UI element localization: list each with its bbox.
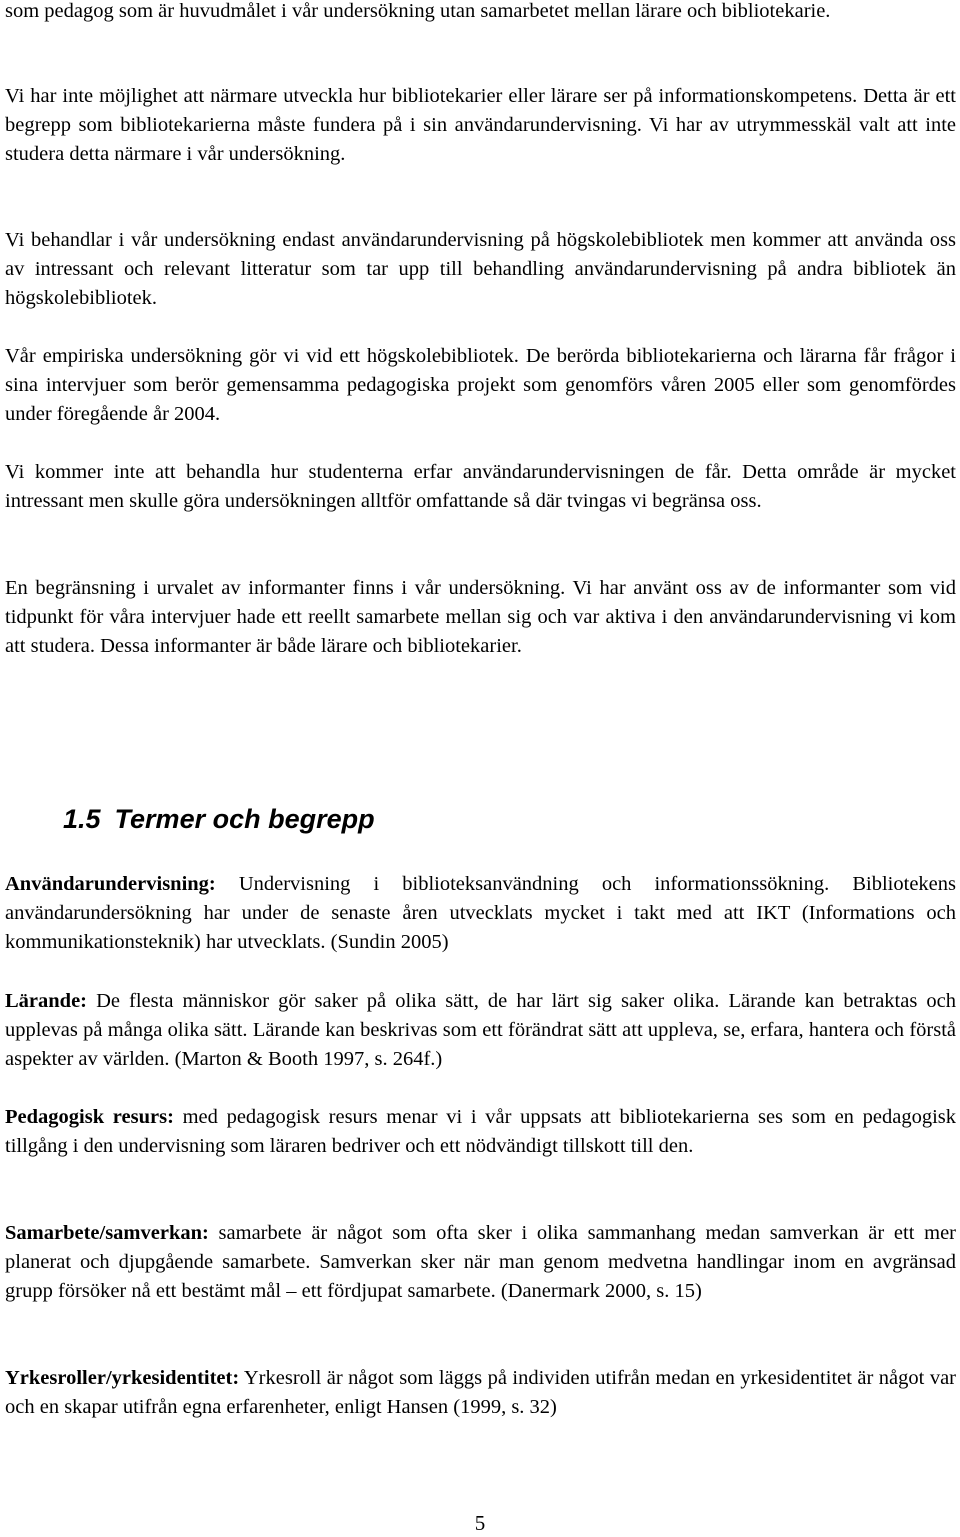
paragraph-studenterna: Vi kommer inte att behandla hur studenterna erfar användarundervisningen de får. Detta område är mycket intressant men skulle göra undersökningen alltför omfattande så där tvingas vi begränsa oss. (5, 461, 956, 512)
section-title: Termer och begrepp (114, 804, 375, 834)
term-label: Yrkesroller/yrkesidentitet: (5, 1367, 240, 1389)
term-yrkesroller-yrkesidentitet (5, 1364, 956, 1422)
paragraph-informationskompetens: Vi har inte möjlighet att närmare utveckla hur bibliotekarier eller lärare ser på informationskompetens. Detta är ett begrepp som bibliotekarierna måste fundera på i sin användarundervisning. Vi har av utrymmesskäl valt att inte studera detta närmare i vår undersökning. (5, 85, 956, 165)
section-number: 1.5 (63, 804, 101, 834)
term-label: Lärande: (5, 990, 87, 1012)
term-pedagogisk-resurs (5, 1103, 956, 1161)
paragraph-informanter: En begränsning i urvalet av informanter finns i vår undersökning. Vi har använt oss av de informanter som vid tidpunkt för våra intervjuer hade ett reellt samarbete mellan sig och var aktiva i den användarundervisning vi kom att studera. Dessa informanter är både lärare och bibliotekarier. (5, 577, 956, 657)
term-definition: Yrkesroll är något som läggs på individen utifrån medan en yrkesidentitet är något var och en skapar utifrån egna erfarenheter, enligt Hansen (1999, s. 32) (5, 1367, 956, 1418)
term-definition: samarbete är något som ofta sker i olika sammanhang medan samverkan är ett mer planerat och djupgående samarbete. Samverkan sker när man genom medvetna handlingar inom en avgränsad grupp försöker nå ett bestämt mål – ett fördjupat samarbete. (Danermark 2000, s. 15) (5, 1222, 956, 1302)
paragraph-hogskolebibliotek: Vi behandlar i vår undersökning endast användarundervisning på högskolebibliotek men kommer att använda oss av intressant och relevant litteratur som tar upp till behandling användarundervisning på andra bibliotek än högskolebibliotek. (5, 229, 956, 309)
term-definition: med pedagogisk resurs menar vi i vår uppsats att bibliotekarierna ses som en pedagogisk tillgång i den undervisning som läraren bedriver och ett nödvändigt tillskott till den. (5, 1106, 956, 1157)
term-label: Pedagogisk resurs: (5, 1106, 174, 1128)
term-larande (5, 987, 956, 1074)
paragraph-empirisk-undersokning: Vår empiriska undersökning gör vi vid ett högskolebibliotek. De berörda bibliotekarierna och lärarna får frågor i sina intervjuer som berör gemensamma pedagogiska projekt som genomförs våren 2005 eller som genomfördes under föregående år 2004. (5, 345, 956, 425)
term-definition: Undervisning i biblioteksanvändning och informationssökning. Bibliotekens användarundersökning har under de senaste åren utvecklats mycket i takt med att IKT (Informations och kommunikationsteknik) har utvecklats. (Sundin 2005) (5, 873, 956, 953)
paragraph-scope-continuation: som pedagog som är huvudmålet i vår undersökning utan samarbetet mellan lärare och bibliotekarie. (5, 0, 831, 22)
term-anvandarundervisning (5, 870, 956, 957)
page-number: 5 (474, 1511, 486, 1535)
term-definition: De flesta människor gör saker på olika sätt, de har lärt sig saker olika. Lärande kan betraktas och upplevas på många olika sätt. Lärande kan beskrivas som ett förändrat sätt att uppleva, se, erfara, hantera och förstå aspekter av världen. (Marton & Booth 1997, s. 264f.) (5, 990, 956, 1070)
term-label: Samarbete/samverkan: (5, 1222, 209, 1244)
section-heading (63, 801, 375, 837)
term-samarbete-samverkan (5, 1219, 956, 1306)
term-label: Användarundervisning: (5, 873, 216, 895)
